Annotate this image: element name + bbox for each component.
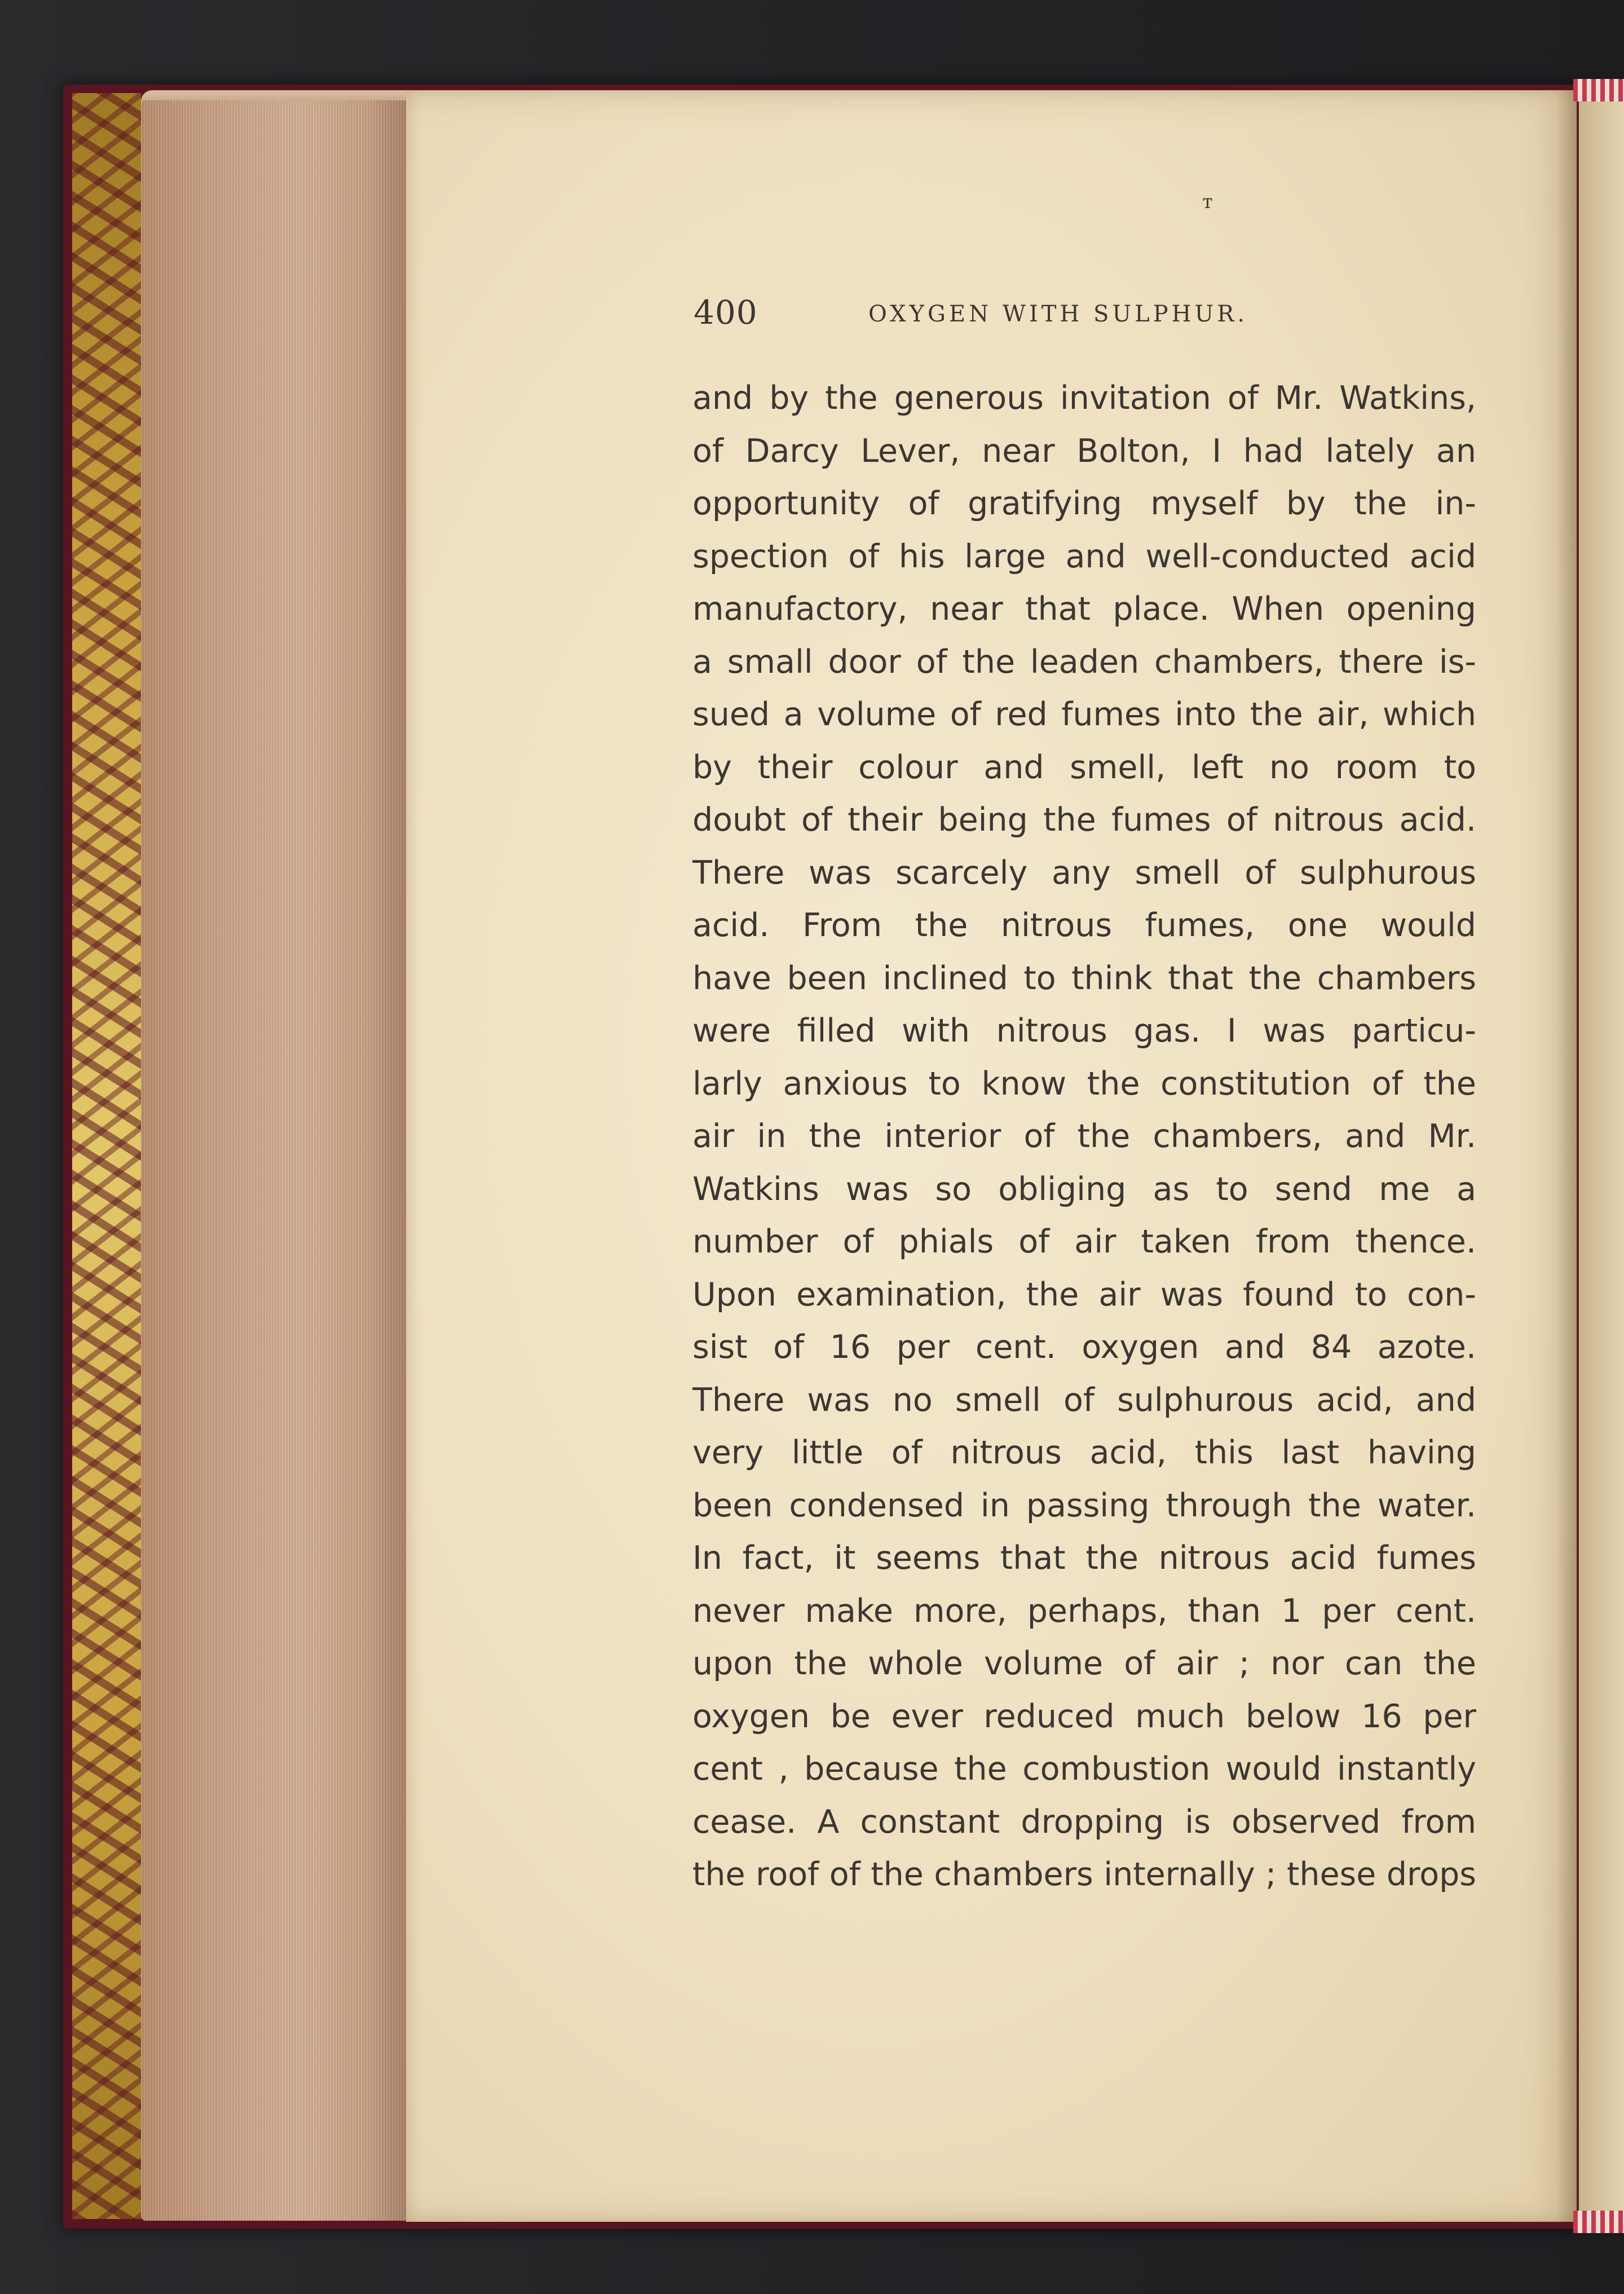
text-line: cease. A constant dropping is observed from: [692, 1803, 1476, 1841]
text-line: sist of 16 per cent. oxygen and 84 azote.: [692, 1329, 1476, 1366]
text-line: have been inclined to think that the chambers: [692, 959, 1476, 997]
text-line: by their colour and smell, left no room to: [692, 748, 1476, 786]
gilt-tooled-border: [72, 93, 143, 2219]
text-line: In fact, it seems that the nitrous acid fumes: [692, 1539, 1476, 1577]
text-line: larly anxious to know the constitution of the: [692, 1065, 1476, 1102]
text-line: oxygen be ever reduced much below 16 per: [692, 1697, 1476, 1735]
text-line: There was scarcely any smell of sulphurous: [692, 854, 1476, 892]
text-line: acid. From the nitrous fumes, one would: [692, 907, 1476, 944]
printer-mark: т: [1202, 191, 1213, 213]
text-line: of Darcy Lever, near Bolton, I had lately an: [692, 432, 1476, 470]
text-line: never make more, perhaps, than 1 per cent.: [692, 1592, 1476, 1630]
text-line: air in the interior of the chambers, and Mr.: [692, 1118, 1476, 1155]
text-line: upon the whole volume of air ; nor can the: [692, 1645, 1476, 1682]
text-line: opportunity of gratifying myself by the in-: [692, 485, 1476, 522]
facing-page: [1579, 90, 1624, 2222]
headband-bottom: [1573, 2211, 1624, 2233]
running-head: [694, 293, 1483, 344]
text-line: manufactory, near that place. When opening: [692, 590, 1476, 628]
text-line: spection of his large and well-conducted acid: [692, 537, 1476, 575]
body-text: [692, 372, 1476, 1902]
text-line: the roof of the chambers internally ; these drops: [692, 1856, 1476, 1893]
text-line: cent , because the combustion would instantly: [692, 1750, 1476, 1788]
text-line: Watkins was so obliging as to send me a: [692, 1170, 1476, 1208]
text-line: and by the generous invitation of Mr. Watkins,: [692, 380, 1476, 417]
page-edges: [141, 100, 406, 2221]
text-line: a small door of the leaden chambers, there is-: [692, 643, 1476, 681]
text-line: Upon examination, the air was found to con-: [692, 1276, 1476, 1313]
text-line: There was no smell of sulphurous acid, and: [692, 1381, 1476, 1419]
text-line: very little of nitrous acid, this last having: [692, 1434, 1476, 1471]
text-line: number of phials of air taken from thence.: [692, 1223, 1476, 1260]
text-line: been condensed in passing through the water.: [692, 1486, 1476, 1524]
running-title: OXYGEN WITH SULPHUR.: [868, 301, 1248, 327]
text-line: doubt of their being the fumes of nitrous acid.: [692, 801, 1476, 839]
text-line: sued a volume of red fumes into the air, which: [692, 696, 1476, 733]
page-number: 400: [694, 293, 758, 332]
headband-top: [1573, 79, 1624, 102]
text-line: were filled with nitrous gas. I was particu-: [692, 1012, 1476, 1049]
